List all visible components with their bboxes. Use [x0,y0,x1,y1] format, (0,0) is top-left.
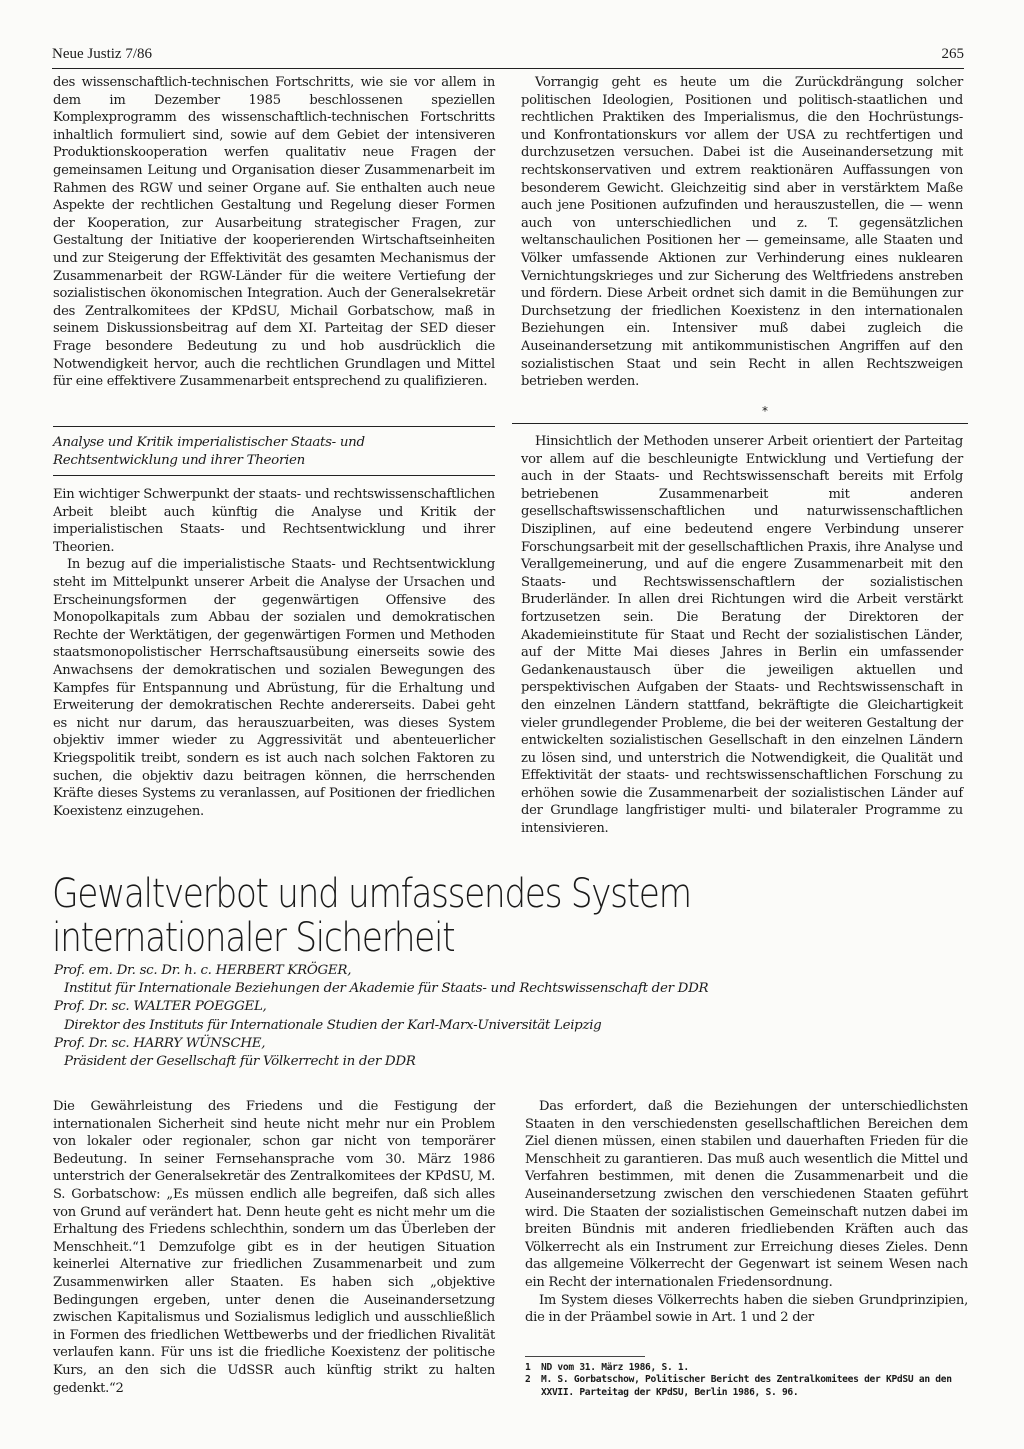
section-heading-line: Rechtsentwicklung und ihrer Theorien [53,453,305,468]
article-title [52,872,809,960]
author-affiliation: Institut für Internationale Beziehungen der Akademie für Staats- und Rechtswissenschaft der DDR [64,981,709,997]
left-column-bottom [53,1098,495,1397]
author-name: Prof. Dr. sc. WALTER POEGGEL, [54,999,267,1015]
page-number: 265 [941,46,964,62]
section-heading-line: Analyse und Kritik imperialistischer Staats- und [53,435,365,450]
right-column-middle [521,433,963,838]
footnote [525,1374,973,1399]
paragraph: Hinsichtlich der Methoden unserer Arbeit orientiert der Parteitag vor allem auf die beschleunigte Entwicklung und Vertiefung der auch in der Staats- und Rechtswissenschaft bereits mit Erfolg betriebenen Zusammenarbeit mit anderen gesellschaftswissenschaftlichen und naturwissenschaftlichen Disziplinen, auf eine bedeutend engere Verbindung unserer Forschungsarbeit mit der gesellschaftlichen Praxis, ihre Analyse und Verallgemeinerung, und auf die engere Zusammenarbeit mit den Staats- und Rechtswissenschaftlern der sozialistischen Bruderländer. In allen drei Richtungen wird die Arbeit verstärkt fortzusetzen sein. Die Beratung der Direktoren der Akademieinstitute für Staat und Recht der sozialistischen Länder, auf der Mitte Mai dieses Jahres in Berlin ein umfassender Gedankenaustausch über die jeweiligen aktuellen und perspektivischen Aufgaben der Staats- und Rechtswissenschaft in den einzelnen Ländern stattfand, bekräftigte die Gleichartigkeit vieler grundlegender Probleme, die bei der weiteren Gestaltung der entwickelten sozialistischen Gesellschaft in den einzelnen Ländern zu lösen sind, und unterstrich die Notwendigkeit, die Qualität und Effektivität der staats- und rechtswissenschaftlichen Forschung zu erhöhen sowie die Zusammenarbeit der sozialistischen Länder auf der Grundlage langfristiger multi- und bilateraler Programme zu intensivieren. [521,434,963,837]
right-column-top [521,74,963,391]
paragraph: des wissenschaftlich-technischen Fortschritts, wie sie vor allem in dem im Dezember 1985 beschlossenen speziellen Komplexprogramm des wissenschaftlich-technischen Fortschritts inhaltlich formuliert sind, sowie auf dem Gebiet der intensiveren Produktionskooperation werfen qualitativ neue Fragen der gemeinsamen Leitung und Organisation dieser Zusammenarbeit im Rahmen des RGW und seiner Organe auf. Sie enthalten auch neue Aspekte der rechtlichen Gestaltung und Regelung dieser Formen der Kooperation, zur Ausarbeitung strategischer Fragen, zur Gestaltung der Initiative der kooperierenden Wirtschaftseinheiten und zur Steigerung der Effektivität des gesamten Mechanismus der Zusammenarbeit der RGW-Länder für die weitere Vertiefung der sozialistischen ökonomischen Integration. Auch der Generalsekretär des Zentralkomitees der KPdSU, Michail Gorbatschow, maß in seinem Diskussionsbeitrag auf dem XI. Parteitag der SED dieser Frage besondere Bedeutung zu und hob ausdrücklich die Notwendigkeit hervor, auch die rechtlichen Grundlagen und Mittel für eine effektivere Zusammenarbeit entsprechend zu qualifizieren. [53,75,495,390]
author-name: Prof. Dr. sc. HARRY WÜNSCHE, [54,1035,266,1051]
section-rule-bottom [53,475,495,476]
paragraph: Im System dieses Völkerrechts haben die sieben Grundprinzipien, die in der Präambel sowie in Art. 1 und 2 der [525,1292,968,1326]
paragraph: Das erfordert, daß die Beziehungen der unterschiedlichsten Staaten in den verschiedensten gesellschaftlichen Bereichen dem Ziel dienen müssen, einen stabilen und dauerhaften Frieden für die Menschheit zu garantieren. Das muß auch wesentlich die Mittel und Verfahren bestimmen, mit denen die Zusammenarbeit und die Auseinandersetzung zwischen den verschiedenen Staaten geführt wird. Die Staaten der sozialistischen Gemeinschaft nutzen dabei im breiten Bündnis mit anderen friedliebenden Kräften auch das Völkerrecht als ein Instrument zur Erreichung dieses Zieles. Denn das allgemeine Völkerrecht der Gegenwart ist seinem Wesen nach ein Recht der internationalen Friedensordnung. [525,1099,968,1290]
paragraph: Die Gewährleistung des Friedens und die Festigung der internationalen Sicherheit sind heute nicht mehr nur ein Problem von lokaler oder regionaler, schon gar nicht von temporärer Bedeutung. In seiner Fernsehansprache vom 30. März 1986 unterstrich der Generalsekretär des Zentralkomitees der KPdSU, M. S. Gorbatschow: „Es müssen endlich alle begreifen, daß sich alles von Grund auf verändert hat. Denn heute geht es nicht mehr um die Erhaltung des Friedens schlechthin, sondern um das Überleben der Menschheit.“1 Demzufolge gibt es in der heutigen Situation keinerlei Alternative zur friedlichen Zusammenarbeit und zum Zusammenwirken aller Staaten. Es haben sich „objektive Bedingungen ergeben, unter denen die Auseinandersetzung zwischen Kapitalismus und Sozialismus lediglich und ausschließlich in Formen des friedlichen Wettbewerbs und der friedlichen Rivalität verlaufen kann. Für uns ist die friedliche Koexistenz der politische Kurs, an den sich die UdSSR auch künftig strikt zu halten gedenkt.“2 [53,1099,495,1396]
paragraph: Vorrangig geht es heute um die Zurückdrängung solcher politischen Ideologien, Positionen und politisch-staatlichen und rechtlichen Praktiken des Imperialismus, die den Hochrüstungs- und Konfrontationskurs vor allem der USA zu rechtfertigen und durchzusetzen versuchen. Dabei ist die Auseinandersetzung mit rechtskonservativen und extrem reaktionären Auffassungen von besonderem Gewicht. Gleichzeitig sind aber in verstärktem Maße auch jene Positionen aufzufinden und herauszustellen, die — wenn auch von unterschiedlichen und z. T. gegensätzlichen weltanschaulichen Positionen her — gemeinsame, alle Staaten und Völker umfassende Aktionen zur Verhinderung eines nuklearen Vernichtungskrieges und zur Sicherung des Weltfriedens anstreben und fördern. Diese Arbeit ordnet sich damit in die Bemühungen zur Durchsetzung der friedlichen Koexistenz in den internationalen Beziehungen ein. Intensiver muß dabei zugleich die Auseinandersetzung mit antikommunistischen Angriffen auf den sozialistischen Staat und sein Recht in allen Rechtszweigen betrieben werden. [521,75,963,390]
left-column-middle [53,486,495,820]
footnote [525,1362,973,1374]
footnotes [525,1362,973,1399]
footnote-number: 1 [525,1362,531,1373]
footnote-text: ND vom 31. März 1986, S. 1. [541,1362,689,1373]
section-heading [53,434,495,470]
paragraph: In bezug auf die imperialistische Staats- und Rechtsentwicklung steht im Mittelpunkt unserer Arbeit die Analyse der Ursachen und Erscheinungsformen der gegenwärtigen Offensive des Monopolkapitals zum Abbau der sozialen und demokratischen Rechte der Werktätigen, der gegenwärtigen Formen und Methoden staatsmonopolistischer Herrschaftsausübung einerseits sowie des Anwachsens der demokratischen und sozialen Bewegungen des Kampfes für Entspannung und Abrüstung, für die Erhaltung und Erweiterung der demokratischen Rechte andererseits. Dabei geht es nicht nur darum, das herauszuarbeiten, was dieses System objektiv immer wieder zu Aggressivität und abenteuerlicher Kriegspolitik treibt, sondern es ist auch nach solchen Faktoren zu suchen, die objektiv dazu beitragen können, die herrschenden Kräfte dieses Systems zu veranlassen, auf Positionen der friedlichen Koexistenz einzugehen. [53,557,495,819]
section-separator-star: * [762,404,768,418]
page-header [52,46,964,63]
article-title-line: internationaler Sicherheit [52,915,455,961]
author-block [52,962,952,1071]
footnote-number: 2 [525,1374,531,1386]
author-affiliation: Direktor des Instituts für Internationale Studien der Karl-Marx-Universität Leipzig [64,1017,602,1033]
author-affiliation: Präsident der Gesellschaft für Völkerrecht in der DDR [64,1054,416,1070]
journal-issue: Neue Justiz 7/86 [52,46,152,62]
footnote-rule [525,1356,645,1357]
paragraph: Ein wichtiger Schwerpunkt der staats- und rechtswissenschaftlichen Arbeit bleibt auch künftig die Analyse und Kritik der imperialistischen Staats- und Rechtsentwicklung und ihrer Theorien. [53,487,495,555]
section-rule-top [53,426,495,427]
article-title-line: Gewaltverbot und umfassendes System [52,871,691,917]
right-column-rule [512,423,968,424]
left-column-top [53,74,495,391]
right-column-bottom [525,1098,968,1327]
footnote-text: M. S. Gorbatschow, Politischer Bericht des Zentralkomitees der KPdSU an den XXVII. Parteitag der KPdSU, Berlin 1986, S. 96. [541,1374,952,1398]
header-rule [52,68,964,69]
author-name: Prof. em. Dr. sc. Dr. h. c. HERBERT KRÖGER, [54,963,352,978]
